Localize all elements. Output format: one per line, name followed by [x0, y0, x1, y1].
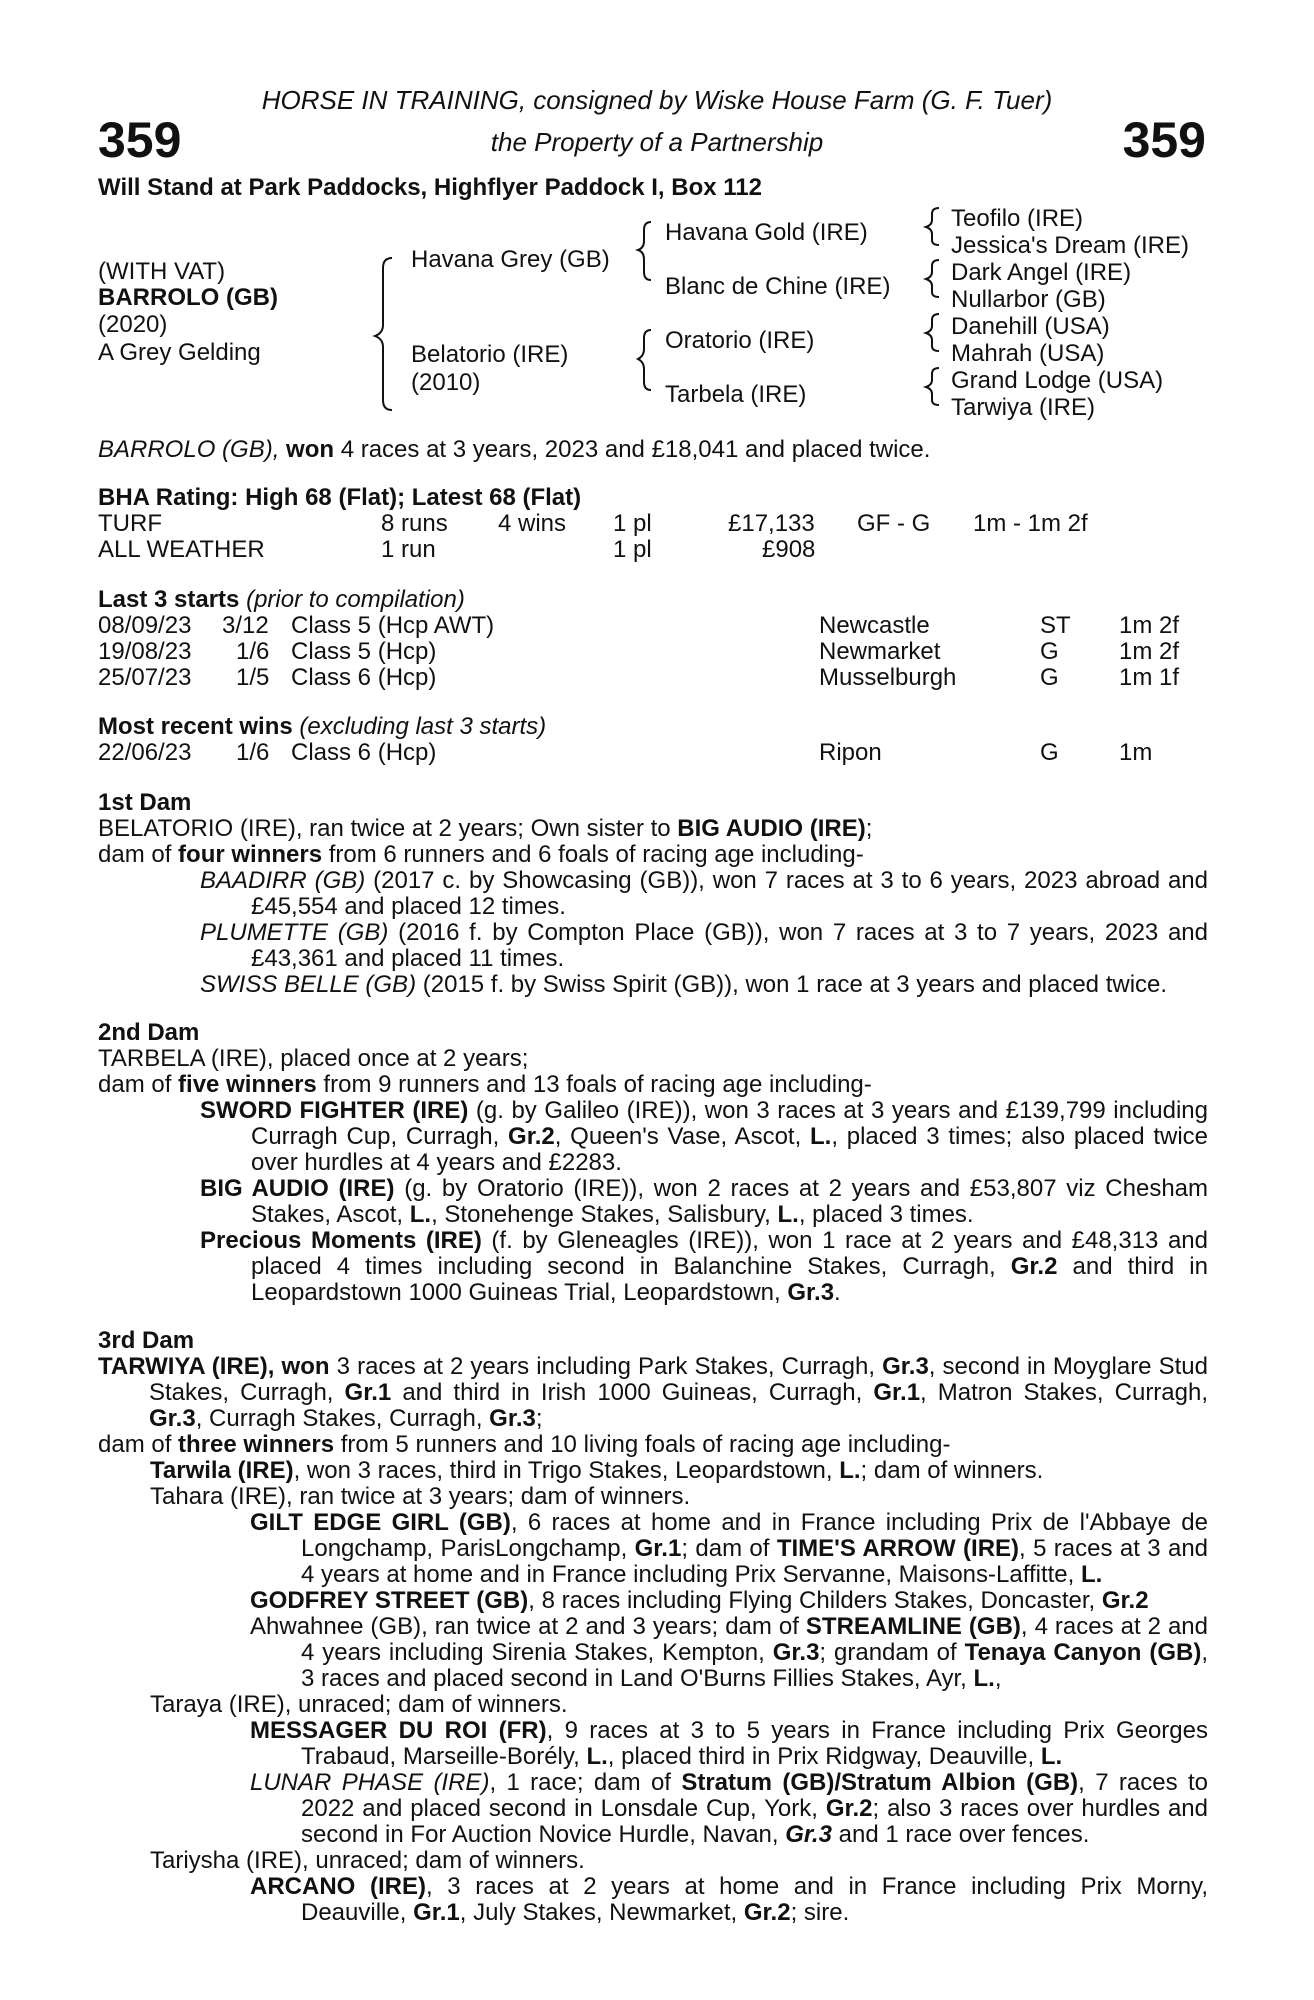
pedigree-dss: Danehill (USA) [951, 313, 1110, 340]
produce-entry [98, 1228, 1208, 1306]
text: ; dam of winners. [860, 1457, 1044, 1484]
win-class: Class 6 (Hcp) [291, 739, 437, 766]
lot-number-right: 359 [1122, 112, 1206, 168]
recent-wins-heading [98, 714, 1208, 740]
produce-name: ARCANO (IRE) [250, 1873, 426, 1900]
recent-wins-section [98, 714, 1208, 766]
text: three winners [178, 1431, 335, 1458]
pedigree-dds: Grand Lodge (USA) [951, 367, 1164, 394]
grade: Gr.1 [413, 1899, 460, 1926]
second-dam-produce-line [98, 1072, 1208, 1098]
first-dam-section [98, 790, 1208, 998]
text: . [834, 1279, 841, 1306]
text: (2015 f. by Swiss Spirit (GB)), won 1 race at 3 years and placed twice. [416, 971, 1168, 998]
summary-won: won [286, 436, 335, 463]
text: from 6 runners and 6 foals of racing age including- [322, 841, 864, 868]
grade: L. [1080, 1561, 1103, 1588]
produce-entry [98, 920, 1208, 972]
win-row [98, 740, 1208, 766]
grade: Gr.2 [825, 1795, 873, 1822]
grade: Gr.3 [149, 1405, 196, 1432]
text: (2016 f. by Compton Place (GB)), won 7 races at 3 to 7 years, 2023 and £43,361 and placed 11 times. [251, 919, 1209, 972]
second-dam-section [98, 1020, 1208, 1306]
start-position: 1/5 [236, 664, 270, 691]
rating-title: BHA Rating: High 68 (Flat); Latest 68 (Flat) [98, 484, 582, 511]
text: ; sire. [790, 1899, 850, 1926]
win-date: 22/06/23 [98, 739, 192, 766]
recent-wins-title: Most recent wins [98, 713, 293, 740]
grade: Gr.3 [787, 1279, 835, 1306]
start-date: 19/08/23 [98, 638, 192, 665]
grade: Gr.1 [873, 1379, 921, 1406]
text: from 9 runners and 13 foals of racing age including- [316, 1071, 872, 1098]
text: , won 3 races, third in Trigo Stakes, Leopardstown, [293, 1457, 840, 1484]
second-dam-title: 2nd Dam [98, 1019, 200, 1046]
pedigree-ddd: Tarwiya (IRE) [951, 394, 1096, 421]
text: and third in Leopardstown 1000 Guineas Trial, Leopardstown, [251, 1253, 1208, 1306]
last-starts-title: Last 3 starts [98, 586, 240, 613]
grade: Gr.3 [785, 1821, 832, 1848]
pedigree-dam-sire: Oratorio (IRE) [665, 327, 815, 354]
grade: Gr.2 [743, 1899, 791, 1926]
produce-entry [98, 1614, 1208, 1692]
text: , [994, 1665, 1002, 1692]
rating-row [98, 537, 1208, 563]
pedigree-sire: Havana Grey (GB) [411, 246, 610, 273]
text: BELATORIO (IRE), ran twice at 2 years; Own sister to [98, 815, 678, 842]
third-dam-produce-line [98, 1432, 1208, 1458]
grade: Gr.2 [1101, 1587, 1149, 1614]
start-position: 3/12 [222, 612, 269, 639]
text: from 5 runners and 10 living foals of racing age including- [334, 1431, 951, 1458]
produce-name: Precious Moments (IRE) [200, 1227, 482, 1254]
start-class: Class 5 (Hcp) [291, 638, 437, 665]
grade: L. [810, 1123, 832, 1150]
produce-entry: Tahara (IRE), ran twice at 3 years; dam of winners. [150, 1483, 691, 1510]
win-going: G [1040, 739, 1059, 766]
start-date: 08/09/23 [98, 612, 192, 639]
third-dam-record [98, 1354, 1208, 1432]
first-dam-title: 1st Dam [98, 789, 192, 816]
start-going: ST [1040, 612, 1071, 639]
pedigree-sdd: Nullarbor (GB) [951, 286, 1106, 313]
consignor-line: HORSE IN TRAINING, consigned by Wiske House Farm (G. F. Tuer) [261, 85, 1053, 115]
horse-description: A Grey Gelding [98, 339, 261, 366]
produce-entry [98, 1770, 1208, 1848]
grade: Gr.2 [1010, 1253, 1058, 1280]
text: , Curragh Stakes, Curragh, [195, 1405, 490, 1432]
pedigree-sss: Teofilo (IRE) [951, 205, 1084, 232]
rating-going: GF - G [857, 510, 931, 537]
produce-name: Tarwila (IRE) [150, 1457, 294, 1484]
start-row [98, 639, 1208, 665]
produce-name: SWISS BELLE (GB) [200, 971, 417, 998]
text: , 3 races at 2 years at home and in France including Prix Morny, Deauville, [301, 1873, 1208, 1926]
text: , placed third in Prix Ridgway, Deauville, [607, 1743, 1041, 1770]
text: , 1 race; dam of [489, 1769, 682, 1796]
text: , Queen's Vase, Ascot, [554, 1123, 810, 1150]
text: , 8 races including Flying Childers Stakes, Doncaster, [528, 1587, 1102, 1614]
produce-name: GODFREY STREET (GB) [250, 1587, 529, 1614]
start-row [98, 613, 1208, 639]
last-starts-heading [98, 587, 1208, 613]
grade: Gr.1 [634, 1535, 682, 1562]
grade: L. [586, 1743, 608, 1770]
grade: L. [973, 1665, 995, 1692]
recent-wins-note: (excluding last 3 starts) [299, 713, 547, 740]
text: , 5 races at 3 and 4 years at home and in France including Prix Servanne, Maisons-Laffitte, [301, 1535, 1209, 1588]
start-distance: 1m 1f [1119, 664, 1180, 691]
grade: Gr.3 [489, 1405, 536, 1432]
horse-name: BARROLO (GB) [98, 284, 278, 311]
produce-name: BAADIRR (GB) [200, 867, 366, 894]
text: , July Stakes, Newmarket, [459, 1899, 744, 1926]
text: , Stonehenge Stakes, Salisbury, [431, 1201, 778, 1228]
rating-wins: 4 wins [498, 510, 567, 537]
produce-entry: Taraya (IRE), unraced; dam of winners. [150, 1691, 568, 1718]
grade: Gr.1 [344, 1379, 392, 1406]
text: (2017 c. by Showcasing (GB)), won 7 races at 3 to 6 years, 2023 abroad and £45,554 and placed 12 times. [251, 867, 1209, 920]
rating-row [98, 511, 1208, 537]
text: , 4 races at 2 and 4 years including Sirenia Stakes, Kempton, [301, 1613, 1209, 1666]
rating-placed: 1 pl [613, 536, 652, 563]
pedigree-dam-dam: Tarbela (IRE) [665, 381, 807, 408]
text: (g. by Galileo (IRE)), won 3 races at 3 years and £139,799 including Curragh Cup, Curragh, [251, 1097, 1209, 1150]
start-distance: 1m 2f [1119, 612, 1180, 639]
produce-entry [98, 1176, 1208, 1228]
text: , Matron Stakes, Curragh, [920, 1379, 1209, 1406]
text: , 7 races to 2022 and placed second in Lonsdale Cup, York, [301, 1769, 1208, 1822]
last-starts-section [98, 587, 1208, 691]
race-summary [98, 436, 930, 463]
grade: Gr.3 [772, 1639, 820, 1666]
text: dam of [98, 841, 179, 868]
produce-entry: Tariysha (IRE), unraced; dam of winners. [150, 1847, 585, 1874]
horse-year: (2020) [98, 311, 168, 338]
last-starts-note: (prior to compilation) [246, 586, 465, 613]
produce-name: BIG AUDIO (IRE) [200, 1175, 395, 1202]
start-date: 25/07/23 [98, 664, 192, 691]
property-line: the Property of a Partnership [490, 127, 824, 157]
text: (f. by Gleneagles (IRE)), won 1 race at 2 years and £48,313 and placed 4 times including second in Balanchine Stakes, Curragh, [251, 1227, 1208, 1280]
produce-name: SWORD FIGHTER (IRE) [200, 1097, 469, 1124]
text: four winners [178, 841, 323, 868]
produce-name: LUNAR PHASE (IRE) [250, 1769, 490, 1796]
grade: L. [409, 1201, 432, 1228]
text: and 1 race over fences. [831, 1821, 1090, 1848]
produce-name: PLUMETTE (GB) [200, 919, 389, 946]
grade: L. [839, 1457, 861, 1484]
text: 3 races at 2 years including Park Stakes, Curragh, [329, 1353, 883, 1380]
produce-entry [98, 1458, 1208, 1484]
produce-entry [98, 1588, 1208, 1614]
rating-section [98, 485, 1208, 563]
start-class: Class 5 (Hcp AWT) [291, 612, 495, 639]
start-class: Class 6 (Hcp) [291, 664, 437, 691]
win-course: Ripon [819, 739, 882, 766]
pedigree-braces [0, 0, 1314, 430]
third-dam-title: 3rd Dam [98, 1327, 195, 1354]
start-going: G [1040, 664, 1059, 691]
pedigree-dam: Belatorio (IRE) [411, 341, 569, 368]
summary-rest: 4 races at 3 years, 2023 and £18,041 and placed twice. [340, 436, 931, 463]
rating-surface: TURF [98, 510, 162, 537]
start-distance: 1m 2f [1119, 638, 1180, 665]
grade: Gr.2 [508, 1123, 555, 1150]
second-dam-line: TARBELA (IRE), placed once at 2 years; [98, 1045, 529, 1072]
start-course: Newcastle [819, 612, 930, 639]
text: ; [865, 815, 873, 842]
rating-distance: 1m - 1m 2f [973, 510, 1088, 537]
text: , second in Moyglare Stud Stakes, Curragh, [149, 1353, 1208, 1406]
produce-name: MESSAGER DU ROI (FR) [250, 1717, 547, 1744]
pedigree-sire-sire: Havana Gold (IRE) [665, 219, 868, 246]
produce-entry [98, 868, 1208, 920]
text: , placed 3 times; also placed twice over hurdles at 4 years and £2283. [251, 1123, 1209, 1176]
text: ; also 3 races over hurdles and second in For Auction Novice Hurdle, Navan, [301, 1795, 1209, 1848]
produce-entry [98, 1874, 1208, 1926]
start-row [98, 665, 1208, 691]
first-dam-produce-line [98, 842, 1208, 868]
text: five winners [178, 1071, 317, 1098]
rating-prize: £17,133 [728, 510, 815, 537]
produce-entry [98, 1098, 1208, 1176]
text: ; [535, 1405, 543, 1432]
text: (g. by Oratorio (IRE)), won 2 races at 2 years and £53,807 viz Chesham Stakes, Ascot, [251, 1175, 1209, 1228]
produce-name: STREAMLINE (GB) [805, 1613, 1021, 1640]
pedigree-dsd: Mahrah (USA) [951, 340, 1105, 367]
text: BIG AUDIO (IRE) [677, 815, 866, 842]
pedigree-sds: Dark Angel (IRE) [951, 259, 1132, 286]
text: TARWIYA (IRE), won [98, 1353, 330, 1380]
grade: Gr.3 [882, 1353, 929, 1380]
third-dam-section [98, 1328, 1208, 1926]
produce-name: Tenaya Canyon (GB) [964, 1639, 1202, 1666]
text: ; grandam of [819, 1639, 965, 1666]
pedigree-dam-year: (2010) [411, 369, 481, 396]
pedigree-ssd: Jessica's Dream (IRE) [951, 232, 1189, 259]
rating-runs: 8 runs [381, 510, 448, 537]
produce-entry [98, 1510, 1208, 1588]
produce-name: GILT EDGE GIRL (GB) [250, 1509, 511, 1536]
win-position: 1/6 [236, 739, 270, 766]
produce-name: Stratum (GB)/Stratum Albion (GB) [681, 1769, 1079, 1796]
text: Ahwahnee (GB), ran twice at 2 and 3 years; dam of [250, 1613, 806, 1640]
start-course: Newmarket [819, 638, 941, 665]
text: , placed 3 times. [798, 1201, 974, 1228]
pedigree-sire-dam: Blanc de Chine (IRE) [665, 273, 891, 300]
rating-prize: £908 [762, 536, 816, 563]
text: and third in Irish 1000 Guineas, Curragh, [391, 1379, 874, 1406]
start-going: G [1040, 638, 1059, 665]
text: , 3 races and placed second in Land O'Burns Fillies Stakes, Ayr, [301, 1639, 1208, 1692]
start-position: 1/6 [236, 638, 270, 665]
first-dam-line [98, 816, 1208, 842]
stand-location: Will Stand at Park Paddocks, Highflyer Paddock I, Box 112 [98, 174, 762, 201]
lot-number-left: 359 [98, 112, 182, 168]
rating-placed: 1 pl [613, 510, 652, 537]
grade: L. [777, 1201, 799, 1228]
produce-name: TIME'S ARROW (IRE) [776, 1535, 1020, 1562]
summary-name: BARROLO (GB), [98, 436, 280, 463]
win-distance: 1m [1119, 739, 1153, 766]
vat-note: (WITH VAT) [98, 258, 226, 285]
rating-runs: 1 run [381, 536, 436, 563]
text: dam of [98, 1431, 179, 1458]
produce-entry [98, 1718, 1208, 1770]
text: , 9 races at 3 to 5 years in France including Prix Georges Trabaud, Marseille-Borély, [301, 1717, 1208, 1770]
grade: L. [1040, 1743, 1063, 1770]
rating-surface: ALL WEATHER [98, 536, 265, 563]
text: dam of [98, 1071, 179, 1098]
start-course: Musselburgh [819, 664, 957, 691]
produce-entry [98, 972, 1208, 998]
text: ; dam of [681, 1535, 777, 1562]
text: , 6 races at home and in France including Prix de l'Abbaye de Longchamp, ParisLongchamp, [301, 1509, 1208, 1562]
